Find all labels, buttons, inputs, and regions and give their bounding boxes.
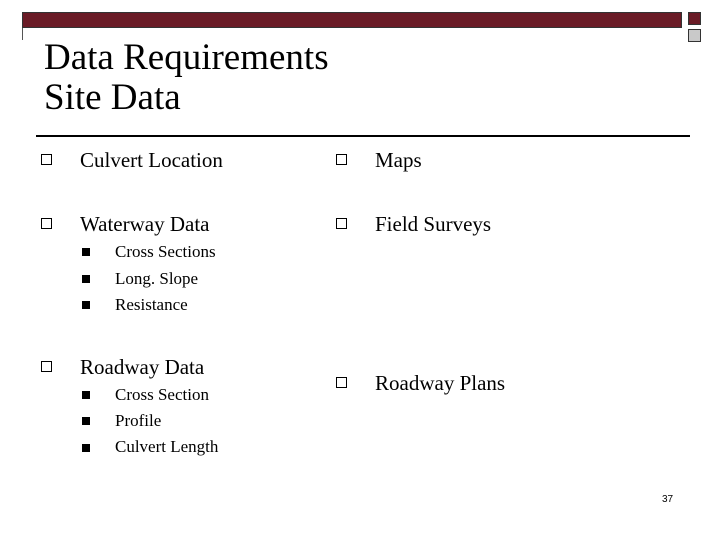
title-divider: [36, 135, 690, 137]
header-left-line: [22, 28, 23, 40]
waterway-subitem: Long. Slope: [115, 269, 199, 288]
hollow-square-bullet-icon: [41, 361, 52, 372]
filled-square-bullet-icon: [82, 444, 90, 452]
maps-item: Maps: [375, 148, 422, 172]
roadway-subitem: Cross Section: [115, 385, 209, 404]
hollow-square-bullet-icon: [336, 218, 347, 229]
filled-square-bullet-icon: [82, 301, 90, 309]
waterway-data-item: Waterway Data: [80, 212, 210, 236]
waterway-subitem: Cross Sections: [115, 242, 216, 261]
hollow-square-bullet-icon: [336, 154, 347, 165]
header-bar: [22, 12, 682, 28]
header-square-dark: [688, 12, 701, 25]
filled-square-bullet-icon: [82, 248, 90, 256]
filled-square-bullet-icon: [82, 275, 90, 283]
culvert-location-item: Culvert Location: [80, 148, 223, 172]
roadway-subitem: Profile: [115, 411, 162, 430]
title-line-2: Site Data: [44, 77, 181, 118]
filled-square-bullet-icon: [82, 417, 90, 425]
filled-square-bullet-icon: [82, 391, 90, 399]
roadway-data-item: Roadway Data: [80, 355, 205, 379]
page-number: 37: [662, 494, 674, 505]
page-title: [44, 38, 329, 118]
header-square-gray: [688, 29, 701, 42]
hollow-square-bullet-icon: [41, 154, 52, 165]
hollow-square-bullet-icon: [336, 377, 347, 388]
title-line-1: Data Requirements: [44, 37, 329, 78]
field-surveys-item: Field Surveys: [375, 212, 492, 236]
waterway-subitem: Resistance: [115, 295, 188, 314]
hollow-square-bullet-icon: [41, 218, 52, 229]
roadway-subitem: Culvert Length: [115, 437, 219, 456]
roadway-plans-item: Roadway Plans: [375, 371, 506, 395]
